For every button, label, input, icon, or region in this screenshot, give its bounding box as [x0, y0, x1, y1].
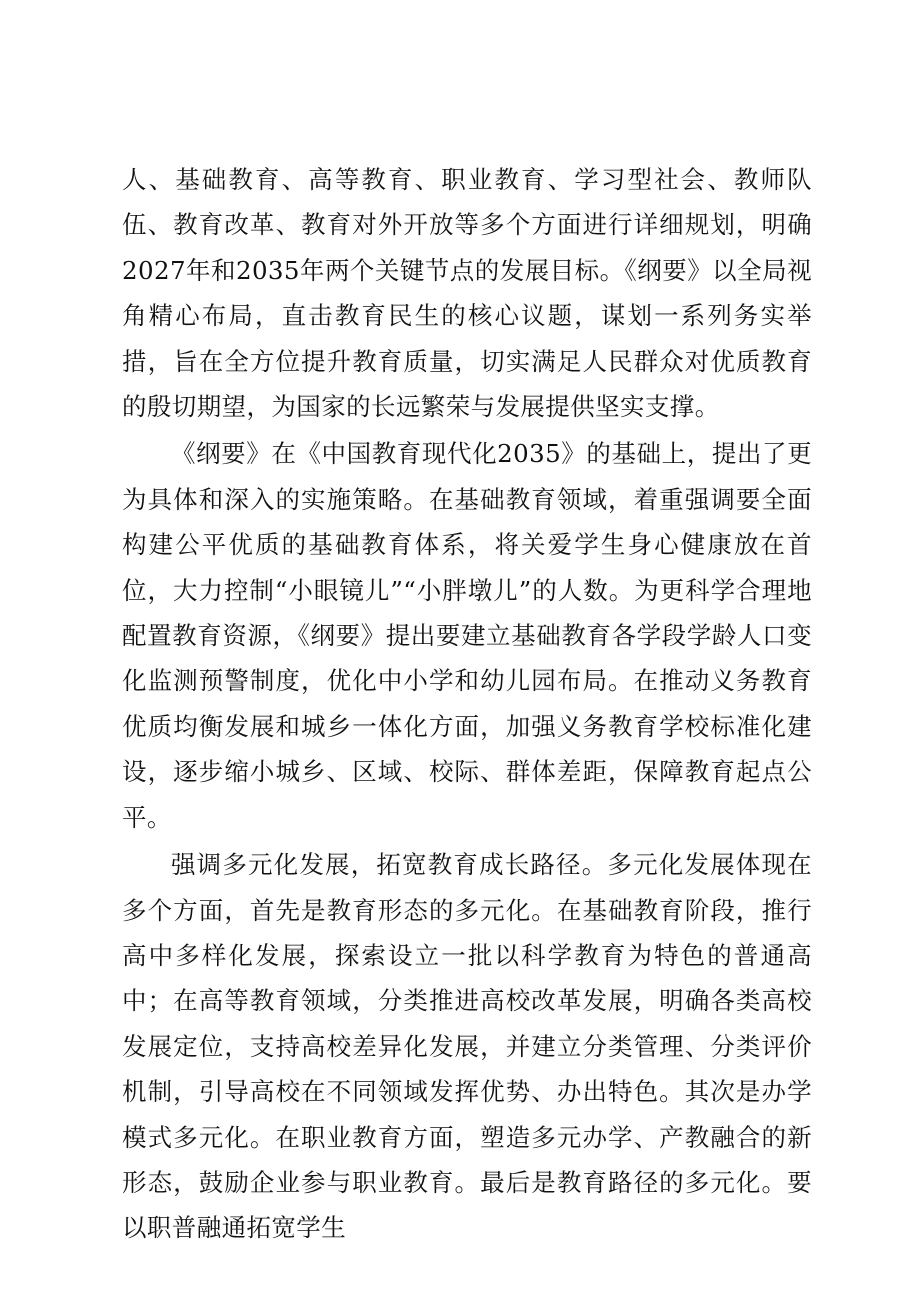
paragraph-1: 人、基础教育、高等教育、职业教育、学习型社会、教师队伍、教育改革、教育对外开放等多个方面进行详细规划，明确2027年和2035年两个关键节点的发展目标。《纲要》以全局视角精心布局，直击教育民生的核心议题，谋划一系列务实举措，旨在全方位提升教育质量，切实满足人民群众对优质教育的殷切期望，为国家的长远繁荣与发展提供坚实支撑。	[122, 165, 812, 422]
paragraph-2: 《纲要》在《中国教育现代化2035》的基础上，提出了更为具体和深入的实施策略。在基础教育领域，着重强调要全面构建公平优质的基础教育体系，将关爱学生身心健康放在首位，大力控制“小眼镜儿”“小胖墩儿”的人数。为更科学合理地配置教育资源，《纲要》提出要建立基础教育各学段学龄人口变化监测预警制度，优化中小学和幼儿园布局。在推动义务教育优质均衡发展和城乡一体化方面，加强义务教育学校标准化建设，逐步缩小城乡、区域、校际、群体差距，保障教育起点公平。	[122, 439, 812, 832]
document-body	[122, 157, 812, 1253]
paragraph-3: 强调多元化发展，拓宽教育成长路径。多元化发展体现在多个方面，首先是教育形态的多元化。在基础教育阶段，推行高中多样化发展，探索设立一批以科学教育为特色的普通高中；在高等教育领域，分类推进高校改革发展，明确各类高校发展定位，支持高校差异化发展，并建立分类管理、分类评价机制，引导高校在不同领域发挥优势、办出特色。其次是办学模式多元化。在职业教育方面，塑造多元办学、产教融合的新形态，鼓励企业参与职业教育。最后是教育路径的多元化。要以职普融通拓宽学生	[122, 850, 812, 1243]
